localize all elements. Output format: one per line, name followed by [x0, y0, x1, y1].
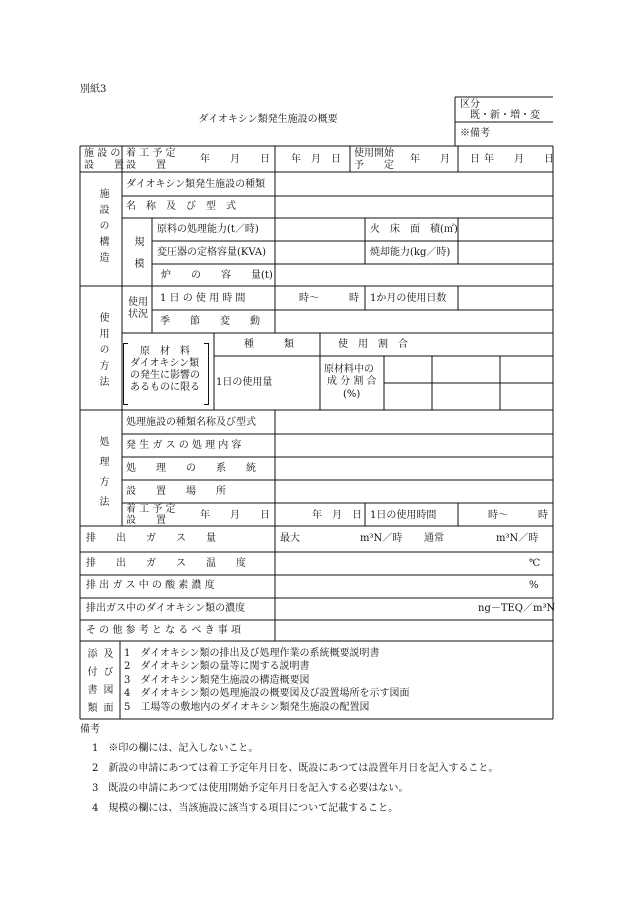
note-item: 1 ※印の欄には、記入しないこと。	[92, 743, 259, 754]
treatment-start-label-a: 着 工 予 定	[126, 504, 176, 515]
materials-label-a: 原 材 料	[140, 346, 190, 357]
kind-label: 種 類	[244, 339, 294, 350]
start-date-label-a: 着 工 予 定	[126, 148, 176, 159]
bracket-right	[204, 343, 209, 405]
attachments-label-b: 及び図面	[101, 648, 112, 720]
status-label-a: 使用	[128, 297, 148, 308]
name-model-label: 名 称 及 び 型 式	[126, 201, 236, 212]
attachment-item: 4 ダイオキシン類の処理施設の概要図及び設置場所を示す図面	[124, 688, 410, 699]
composition-label-a: 原材料中の	[324, 364, 374, 375]
capacity-label: 原料の処理能力(t／時)	[157, 224, 259, 235]
hearth-area-label: 火 床 面 積(㎡)	[370, 224, 458, 235]
treatment-facility-label: 処理施設の種類名称及び型式	[126, 417, 256, 428]
start-date-label-b: 設 置	[126, 160, 166, 171]
note-item: 2 新設の申請にあつては着工予定年月日を、既設にあつては設置年月日を記入すること。	[92, 763, 499, 774]
gas-temp-label: 排 出 ガ ス 温 度	[86, 558, 246, 569]
transformer-label: 変圧器の定格容量(KVA)	[157, 247, 267, 258]
status-label-b: 状況	[128, 309, 148, 320]
composition-label-c: (%)	[343, 389, 361, 400]
install-location-label: 設 置 場 所	[126, 486, 226, 497]
install-date-field[interactable]: 年 月 日	[291, 154, 341, 165]
treatment-start-label-b: 設 置	[126, 515, 166, 526]
note-item: 4 規模の欄には、当該施設に該当する項目について記載すること。	[92, 803, 399, 814]
attachment-item: 2 ダイオキシン類の量等に関する説明書	[124, 661, 310, 672]
materials-label-b: ダイオキシン類	[130, 358, 200, 369]
attachment-number: 別紙3	[80, 84, 107, 95]
treatment-daily-hours-label: 1日の使用時間	[370, 510, 437, 521]
use-start-date-field-2[interactable]: 年 月 日	[484, 154, 554, 165]
scale-label: 規模	[132, 236, 143, 280]
daily-hours-field[interactable]: 時〜 時	[299, 293, 359, 304]
treatment-start-date-field[interactable]: 年 月 日	[200, 510, 270, 521]
use-start-label-a: 使用開始	[354, 148, 394, 159]
bracket-left	[123, 343, 128, 405]
other-reference-label: そ の 他 参 考 と な る べ き 事 項	[86, 625, 241, 636]
gas-temp-unit: ℃	[529, 558, 541, 569]
form-title: ダイオキシン類発生施設の概要	[198, 114, 338, 125]
oxygen-unit: %	[529, 580, 539, 591]
daily-hours-label: 1 日 の 使 用 時 間	[160, 293, 246, 304]
attachment-item: 3 ダイオキシン類発生施設の構造概要図	[124, 675, 310, 686]
category-label: 区分	[460, 99, 480, 110]
treatment-hours-field[interactable]: 時〜 時	[488, 510, 548, 521]
note-item: 3 既設の申請にあつては使用開始予定年月日を記入する必要はない。	[92, 783, 409, 794]
burn-capacity-label: 焼却能力(kg／時)	[370, 247, 451, 258]
gas-treatment-label: 発 生 ガ ス の 処 理 内 容	[126, 440, 242, 451]
remarks-marked-label: ※備考	[460, 128, 490, 139]
gas-amount-label: 排 出 ガ ス 量	[86, 533, 216, 544]
treatment-system-label: 処 理 の 系 統	[126, 463, 256, 474]
usage-group-label: 使用の方法	[97, 312, 108, 392]
dioxin-label: 排出ガス中のダイオキシン類の濃度	[86, 603, 246, 614]
seasonal-label: 季 節 変 動	[160, 316, 260, 327]
materials-label-d: あるものに限る	[130, 382, 200, 393]
notes-heading: 備考	[80, 724, 100, 735]
use-start-label-b: 予 定	[354, 160, 394, 171]
attachments-label-a: 添付書類	[85, 648, 96, 720]
attachment-item: 1 ダイオキシン類の排出及び処理作業の系統概要説明書	[124, 648, 380, 659]
treatment-install-date-field[interactable]: 年 月 日	[312, 510, 362, 521]
composition-label-b: 成 分 割 合	[327, 376, 377, 387]
start-date-field[interactable]: 年 月 日	[200, 154, 270, 165]
facility-type-label: ダイオキシン類発生施設の種類	[126, 179, 266, 190]
use-start-date-field[interactable]: 年 月 日	[410, 154, 480, 165]
gas-max-unit: m³N／時	[360, 533, 403, 544]
gas-max-label: 最大	[280, 533, 300, 544]
monthly-days-label: 1か月の使用日数	[370, 293, 447, 304]
install-label-a: 施 設 の	[84, 148, 121, 159]
materials-label-c: の発生に影響の	[130, 370, 200, 381]
attachment-item: 5 工場等の敷地内のダイオキシン類発生施設の配置図	[124, 702, 370, 713]
treatment-group-label: 処理方法	[97, 436, 108, 516]
gas-normal-label: 通常	[424, 533, 444, 544]
oxygen-label: 排 出 ガ ス 中 の 酸 素 濃 度	[86, 580, 215, 591]
structure-group-label: 施設の構造	[97, 188, 108, 268]
furnace-volume-label: 炉 の 容 量(t)	[161, 270, 273, 281]
dioxin-unit: ng－TEQ／m³N	[478, 603, 556, 614]
category-options: 既・新・増・変	[470, 110, 540, 121]
install-label-b: 設 置	[84, 160, 124, 171]
gas-normal-unit: m³N／時	[496, 533, 539, 544]
use-ratio-label: 使 用 割 合	[338, 339, 408, 350]
daily-usage-label: 1日の使用量	[216, 377, 273, 388]
